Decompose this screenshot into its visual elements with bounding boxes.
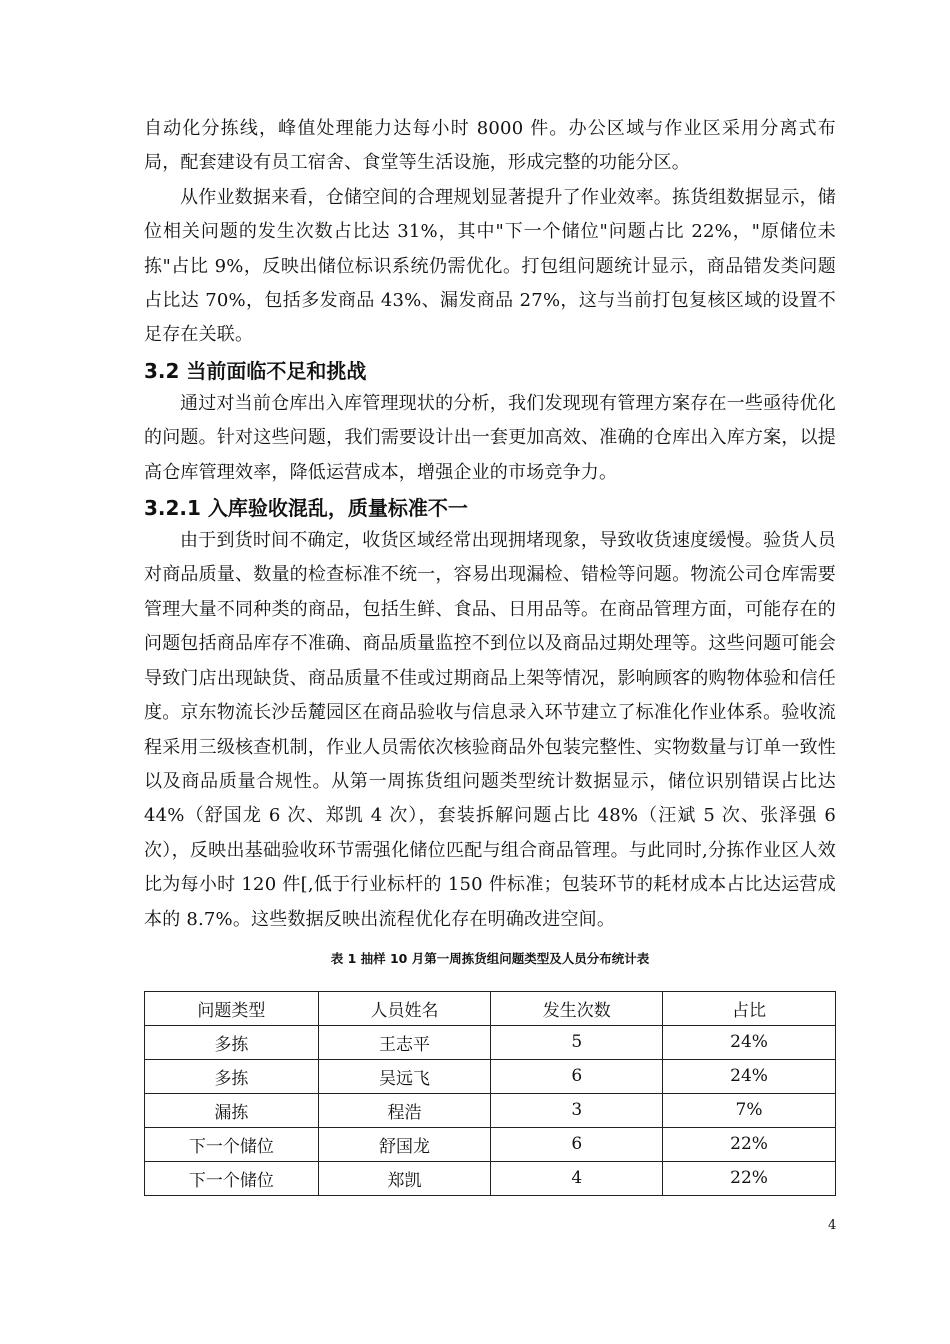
paragraph-receiving-inspection: 由于到货时间不确定，收货区域经常出现拥堵现象，导致收货速度缓慢。验货人员对商品质量、数量的检查标准不统一，容易出现漏检、错检等问题。物流公司仓库需要管理大量不同种类的商品，包括生鲜、食品、日用品等。在商品管理方面，可能存在的问题包括商品库存不准确、商品质量监控不到位以及商品过期处理等。这些问题可能会导致门店出现缺货、商品质量不佳或过期商品上架等情况，影响顾客的购物体验和信任度。京东物流长沙岳麓园区在商品验收与信息录入环节建立了标准化作业体系。验收流程采用三级核查机制，作业人员需依次核验商品外包装完整性、实物数量与订单一致性以及商品质量合规性。从第一周拣货组问题类型统计数据显示，储位识别错误占比达 44%（舒国龙 6 次、郑凯 4 次），套装拆解问题占比 48%（汪斌 5 次、张泽强 6 次），反映出基础验收环节需强化储位匹配与组合商品管理。与此同时,分拣作业区人效比为每小时 120 件[,低于行业标杆的 150 件标准；包装环节的耗材成本占比达运营成本的 8.7%。这些数据反映出流程优化存在明确改进空间。 [144,530,836,930]
cell-staff-name: 郑凯 [318,1161,491,1195]
page-number: 4 [828,1218,837,1233]
table-header-row [145,991,836,1025]
column-header-issue-type: 问题类型 [145,991,319,1025]
cell-occurrences: 5 [491,1025,663,1059]
paragraph-facility-layout: 自动化分拣线，峰值处理能力达每小时 8000 件。办公区域与作业区采用分离式布局，配套建设有员工宿舍、食堂等生活设施，形成完整的功能分区。 [144,118,836,174]
table-row [145,1127,836,1161]
cell-staff-name: 程浩 [318,1093,491,1127]
cell-occurrences: 6 [491,1059,663,1093]
section-heading-3-2-1: 3.2.1 入库验收混乱，质量标准不一 [144,496,468,521]
cell-issue-type: 下一个储位 [145,1127,319,1161]
paragraph-operation-data: 从作业数据来看，仓储空间的合理规划显著提升了作业效率。拣货组数据显示，储位相关问题的发生次数占比达 31%，其中"下一个储位"问题占比 22%，"原储位未拣"占比 9%，反映出储位标识系统仍需优化。打包组问题统计显示，商品错发类问题占比达 70%，包括多发商品 43%、漏发商品 27%，这与当前打包复核区域的设置不足存在关联。 [144,186,836,346]
cell-percentage: 24% [663,1025,836,1059]
table-row [145,1161,836,1195]
cell-occurrences: 3 [491,1093,663,1127]
column-header-staff-name: 人员姓名 [318,991,491,1025]
section-heading-3-2: 3.2 当前面临不足和挑战 [144,358,367,383]
cell-occurrences: 4 [491,1161,663,1195]
cell-occurrences: 6 [491,1127,663,1161]
table-row [145,1059,836,1093]
cell-staff-name: 吴远飞 [318,1059,491,1093]
table-row [145,1093,836,1127]
picking-issues-table [144,991,836,1196]
paragraph-current-issues: 通过对当前仓库出入库管理现状的分析，我们发现现有管理方案存在一些亟待优化的问题。针对这些问题，我们需要设计出一套更加高效、准确的仓库出入库方案，以提高仓库管理效率，降低运营成本，增强企业的市场竞争力。 [144,392,836,483]
cell-issue-type: 下一个储位 [145,1161,319,1195]
page-content [144,112,836,1196]
cell-percentage: 22% [663,1161,836,1195]
cell-percentage: 24% [663,1059,836,1093]
table-row [145,1025,836,1059]
cell-issue-type: 多拣 [145,1025,319,1059]
cell-issue-type: 多拣 [145,1059,319,1093]
cell-staff-name: 王志平 [318,1025,491,1059]
column-header-occurrences: 发生次数 [491,991,663,1025]
cell-issue-type: 漏拣 [145,1093,319,1127]
cell-percentage: 22% [663,1127,836,1161]
column-header-percentage: 占比 [663,991,836,1025]
cell-percentage: 7% [663,1093,836,1127]
cell-staff-name: 舒国龙 [318,1127,491,1161]
table-caption: 表 1 抽样 10 月第一周拣货组问题类型及人员分布统计表 [330,950,650,966]
